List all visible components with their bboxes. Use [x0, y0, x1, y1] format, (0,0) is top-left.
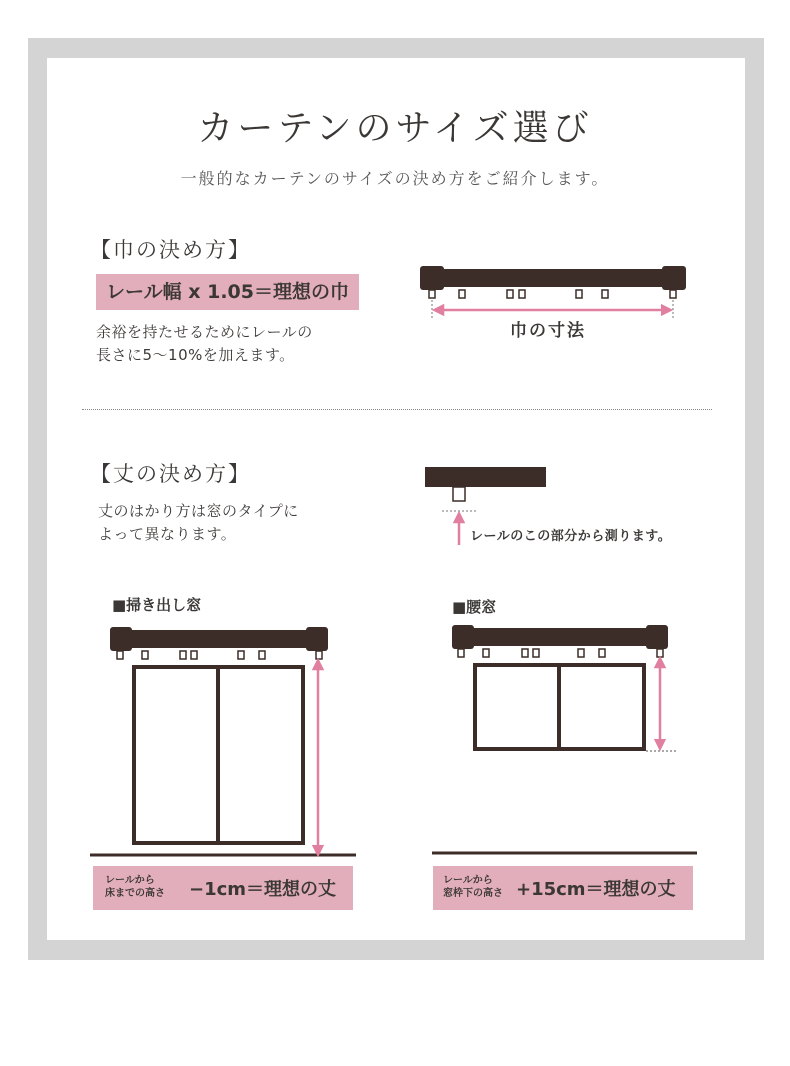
width-desc-line2: 長さに5〜10%を加えます。: [96, 346, 295, 364]
full-formula-small-2: 床までの高さ: [105, 888, 165, 899]
length-heading: 【丈の決め方】: [90, 462, 251, 486]
width-runners: [429, 290, 676, 298]
measure-note: レールのこの部分から測ります。: [470, 529, 672, 544]
full-rail-bar: [110, 630, 328, 648]
waist-formula-small-2: 窓枠下の高さ: [443, 888, 503, 899]
width-heading: 【巾の決め方】: [90, 238, 251, 262]
waist-window-label: ■腰窓: [452, 598, 497, 616]
full-formula-main: −1cm＝理想の丈: [189, 879, 337, 900]
full-runners: [117, 651, 322, 659]
width-rail-bar: [420, 269, 686, 287]
width-desc-line1: 余裕を持たせるためにレールの: [96, 323, 313, 341]
width-rail-cap-right: [662, 266, 686, 290]
waist-rail-cap-right: [646, 625, 668, 649]
waist-formula-main: +15cm＝理想の丈: [516, 879, 676, 900]
width-rail-cap-left: [420, 266, 444, 290]
full-formula-small-1: レールから: [105, 875, 155, 886]
page-title: カーテンのサイズ選び: [197, 108, 593, 149]
width-formula: レール幅 x 1.05＝理想の巾: [96, 274, 359, 310]
full-window-diagram: [90, 627, 356, 855]
waist-rail-cap-left: [452, 625, 474, 649]
waist-runners: [458, 649, 663, 657]
waist-window-diagram: [432, 625, 697, 853]
waist-formula-small-1: レールから: [443, 875, 493, 886]
full-window-label: ■掃き出し窓: [112, 596, 202, 614]
page-subtitle: 一般的なカーテンのサイズの決め方をご紹介します。: [180, 169, 610, 188]
width-dimension-label: 巾の寸法: [510, 321, 586, 341]
width-rail-diagram: [420, 266, 686, 320]
length-desc-line2: よって異なります。: [98, 525, 237, 543]
waist-rail-bar: [452, 628, 668, 646]
full-rail-cap-right: [306, 627, 328, 651]
detail-rail-bar: [425, 467, 546, 487]
measure-point-diagram: [425, 467, 546, 545]
full-rail-cap-left: [110, 627, 132, 651]
detail-runner: [453, 487, 465, 501]
length-desc-line1: 丈のはかり方は窓のタイプに: [98, 502, 299, 520]
